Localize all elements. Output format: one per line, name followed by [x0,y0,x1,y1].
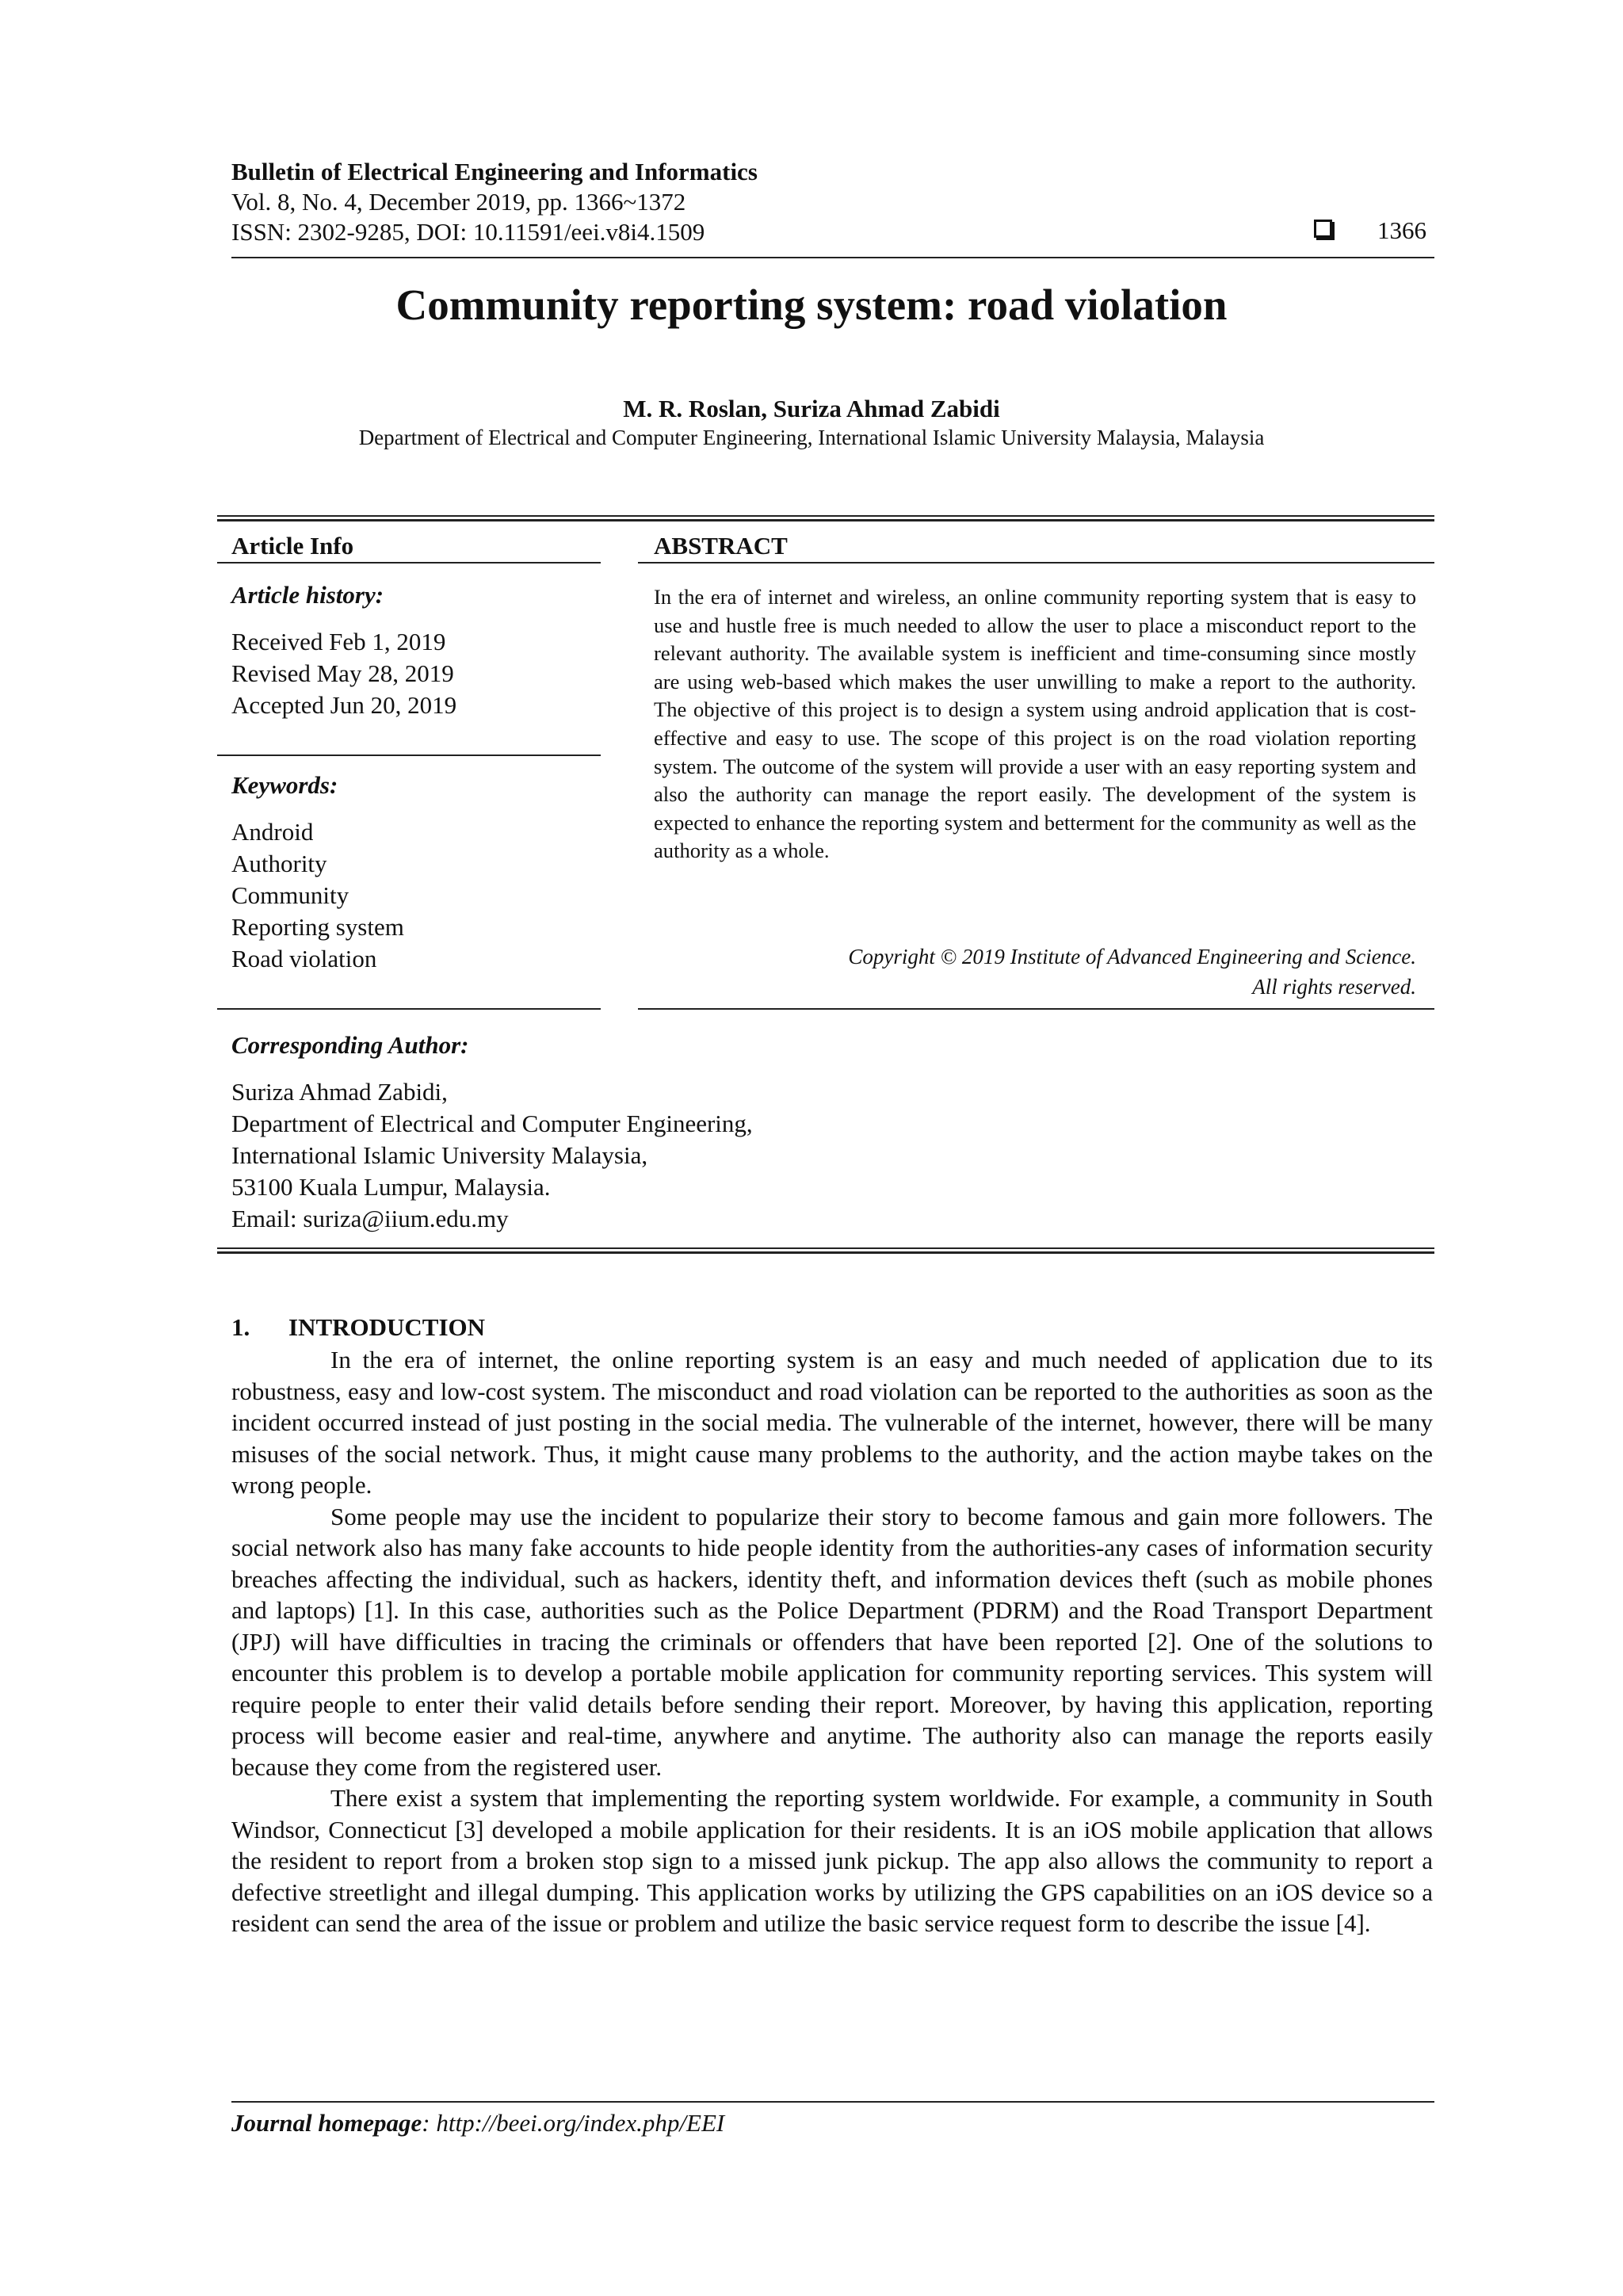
corresponding-line: Department of Electrical and Computer Engineering, [231,1110,753,1137]
article-history-heading: Article history: [231,581,384,609]
article-info-rule [217,562,601,563]
footer-label: Journal homepage [231,2109,422,2137]
affiliation: Department of Electrical and Computer Engineering, International Islamic University Malaysia, Malaysia [358,426,1265,449]
copyright-line1: Copyright © 2019 Institute of Advanced Engineering and Science. [848,945,1416,968]
history-received: Received Feb 1, 2019 [231,628,446,655]
copyright-notice [654,942,1416,1002]
footer-rule [231,2101,1434,2103]
corresponding-heading: Corresponding Author: [231,1031,469,1059]
footer-url[interactable]: : http://beei.org/index.php/EEI [422,2109,725,2137]
abstract-text: In the era of internet and wireless, an online community reporting system that is easy to use and hustle free is much needed to allow the user to place a misconduct report to the relevant authority. The available system is inefficient and time-consuming since mostly are using web-based which makes the user unwilling to make a report to the authority. The objective of this project is to design a system using android application that is cost-effective and easy to use. The scope of this project is on the road violation reporting system. The outcome of the system will provide a user with an easy reporting system and also the authority can manage the report easily. The development of the system is expected to enhance the reporting system and betterment for the community as well as the authority as a whole. [654,585,1416,863]
keyword-item: Authority [231,850,327,877]
introduction-body [231,1344,1433,1939]
body-paragraph: Some people may use the incident to popularize their story to become famous and gain more followers. The social network also has many fake accounts to hide people identity from the authorities-any cases of information security breaches affecting the individual, such as hackers, identity theft, and information devices theft (such as mobile phones and laptops) [1]. In this case, authorities such as the Police Department (PDRM) and the Road Transport Department (JPJ) will have difficulties in tracing the criminals or offenders that have been reported [2]. One of the solutions to encounter this problem is to develop a portable mobile application for community reporting services. This system will require people to enter their valid details before sending their report. Moreover, by having this application, reporting process will become easier and real-time, anywhere and anytime. The authority also can manage the reports easily because they come from the registered user. [231,1502,1433,1781]
info-box-top-rule [217,515,1434,521]
header-rule [231,257,1434,258]
corresponding-line: Suriza Ahmad Zabidi, [231,1078,448,1106]
keyword-item: Community [231,881,349,909]
paper-title: Community reporting system: road violation [395,281,1228,329]
body-paragraph: In the era of internet, the online reporting system is an easy and much needed of application due to its robustness, easy and low-cost system. The misconduct and road violation can be reported to the authorities as soon as the incident occurred instead of just posting in the social media. The vulnerable of the internet, however, there will be many misuses of the social network. Thus, it might cause many problems to the authority, and the action maybe takes on the wrong people. [231,1346,1433,1499]
issn-doi: ISSN: 2302-9285, DOI: 10.11591/eei.v8i4.1509 [231,218,705,246]
body-paragraph: There exist a system that implementing the reporting system worldwide. For example, a community in South Windsor, Connecticut [3] developed a mobile application for their residents. It is an iOS mobile application that allows the resident to report from a broken stop sign to a missed junk pickup. The app also allows the community to report a defective streetlight and illegal dumping. This application works by utilizing the GPS capabilities on an iOS device so a resident can send the area of the issue or problem and utilize the basic service request form to describe the issue [4]. [231,1784,1433,1937]
corresponding-line: 53100 Kuala Lumpur, Malaysia. [231,1173,551,1201]
keywords-heading: Keywords: [231,771,338,799]
journal-name: Bulletin of Electrical Engineering and Informatics [231,158,758,185]
section-number: 1. [231,1313,250,1341]
page-number: 1366 [1377,216,1426,244]
keyword-item: Android [231,818,314,846]
history-accepted: Accepted Jun 20, 2019 [231,691,457,719]
authors: M. R. Roslan, Suriza Ahmad Zabidi [623,395,1000,422]
corresponding-email: Email: suriza@iium.edu.my [231,1205,509,1232]
history-rule [217,755,601,756]
keywords-rule [217,1008,601,1010]
copyright-line2: All rights reserved. [1252,975,1416,999]
journal-homepage [231,2108,724,2138]
info-box-bottom-rule [217,1247,1434,1254]
abstract-bottom-rule [638,1008,1434,1010]
keyword-item: Reporting system [231,913,404,941]
section-heading-introduction: INTRODUCTION [288,1313,486,1341]
abstract-rule [638,562,1434,563]
article-info-heading: Article Info [231,532,354,560]
history-revised: Revised May 28, 2019 [231,659,454,687]
keyword-item: Road violation [231,945,377,972]
volume-info: Vol. 8, No. 4, December 2019, pp. 1366~1372 [231,188,686,216]
checkbox-square-icon [1314,220,1332,238]
abstract-heading: ABSTRACT [654,532,788,560]
corresponding-line: International Islamic University Malaysia, [231,1141,648,1169]
